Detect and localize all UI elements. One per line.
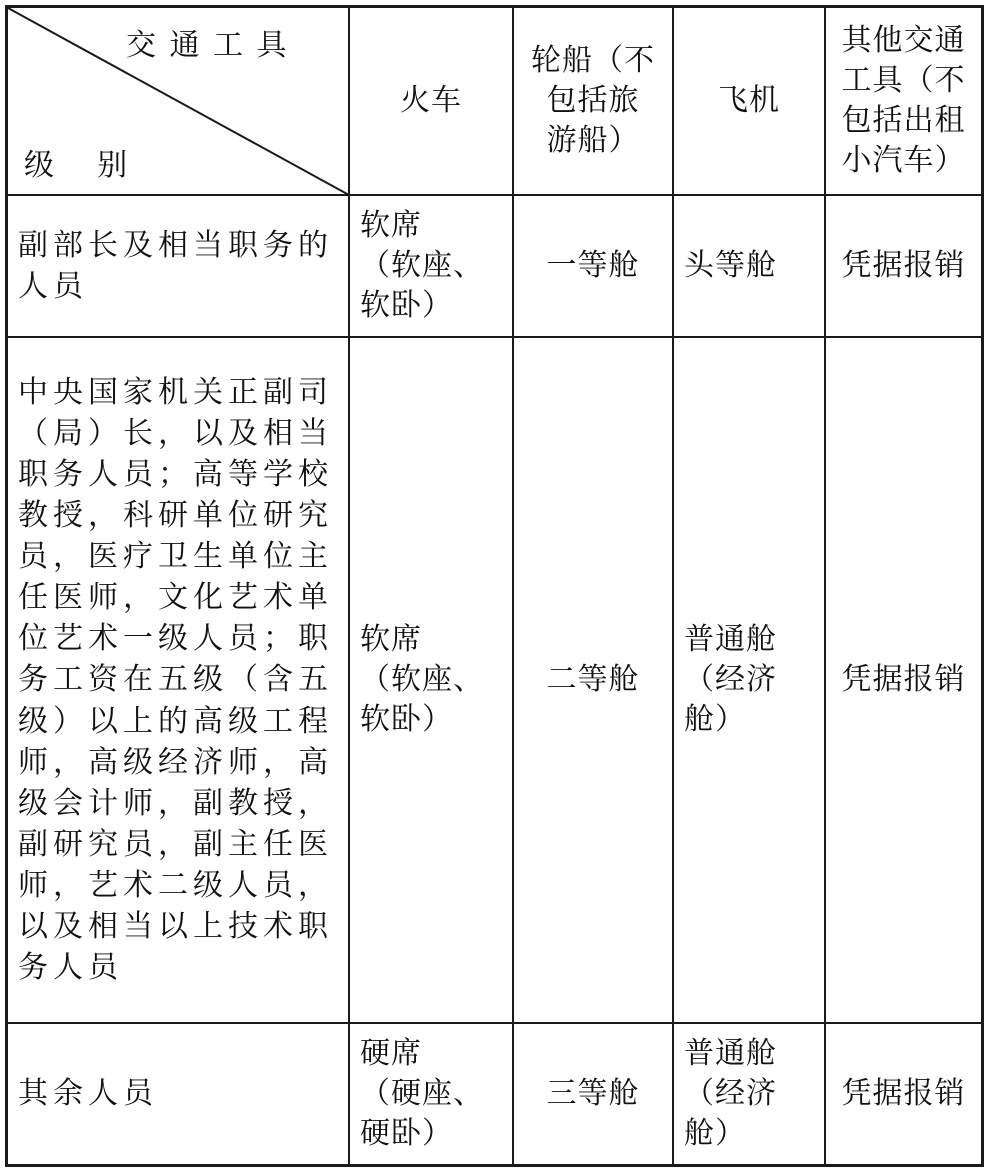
header-train-text: 火车	[400, 83, 462, 119]
rank-text: 副部长及相当职务的 人员	[18, 227, 333, 304]
header-rank-label: 级 别	[24, 148, 129, 183]
header-ship	[514, 8, 672, 194]
table-row-rank	[18, 338, 348, 1022]
header-other	[826, 8, 981, 194]
header-other-text: 其他交通 工具（不 包括出租 小汽车）	[841, 23, 966, 178]
header-transport-label: 交 通 工 具	[126, 28, 289, 63]
plane-class-text: 普通舱 （经济 舱）	[684, 1036, 777, 1151]
ship-class-text: 三等舱	[546, 1076, 640, 1112]
table-row-other	[826, 338, 981, 1022]
header-plane-text: 飞机	[718, 83, 780, 119]
table-row-ship	[514, 338, 672, 1022]
plane-class-text: 普通舱 （经济 舱）	[684, 622, 777, 737]
header-plane	[674, 8, 824, 194]
train-class-text: 软席 （软座、 软卧）	[360, 622, 484, 737]
table-row-train	[360, 338, 510, 1022]
header-train	[350, 8, 512, 194]
table-row-other	[826, 1024, 981, 1164]
train-class-text: 软席 （软座、 软卧）	[360, 208, 484, 323]
rank-text: 中央国家机关正副司 （局）长，以及相当 职务人员；高等学校 教授，科研单位研究 员，医疗卫生单位主 任医师，文化艺术单 位艺术一级人员；职 务工资在五级（含五 级）以上的高级工程 师，高级经济师，高 级会计师，副教授， 副研究员，副主任医 师，艺术二级人员， 以及相当以上技术职 务人员	[18, 374, 333, 986]
other-transport-text: 凭据报销	[841, 662, 966, 698]
table-row-rank	[18, 1024, 348, 1164]
ship-class-text: 二等舱	[546, 662, 640, 698]
plane-class-text: 头等舱	[684, 248, 777, 284]
header-ship-text: 轮船（不 包括旅 游船）	[531, 43, 655, 158]
train-class-text: 硬席 （硬座、 硬卧）	[360, 1036, 484, 1151]
table-row-train	[360, 1024, 510, 1164]
table-row-rank	[18, 196, 348, 336]
travel-standards-table	[5, 5, 984, 1167]
rank-text: 其余人员	[18, 1076, 158, 1112]
other-transport-text: 凭据报销	[841, 1076, 966, 1112]
table-row-other	[826, 196, 981, 336]
table-row-plane	[684, 338, 824, 1022]
table-row-ship	[514, 1024, 672, 1164]
ship-class-text: 一等舱	[546, 248, 640, 284]
table-row-plane	[684, 196, 824, 336]
table-row-train	[360, 196, 510, 336]
table-row-ship	[514, 196, 672, 336]
other-transport-text: 凭据报销	[841, 248, 966, 284]
table-row-plane	[684, 1024, 824, 1164]
